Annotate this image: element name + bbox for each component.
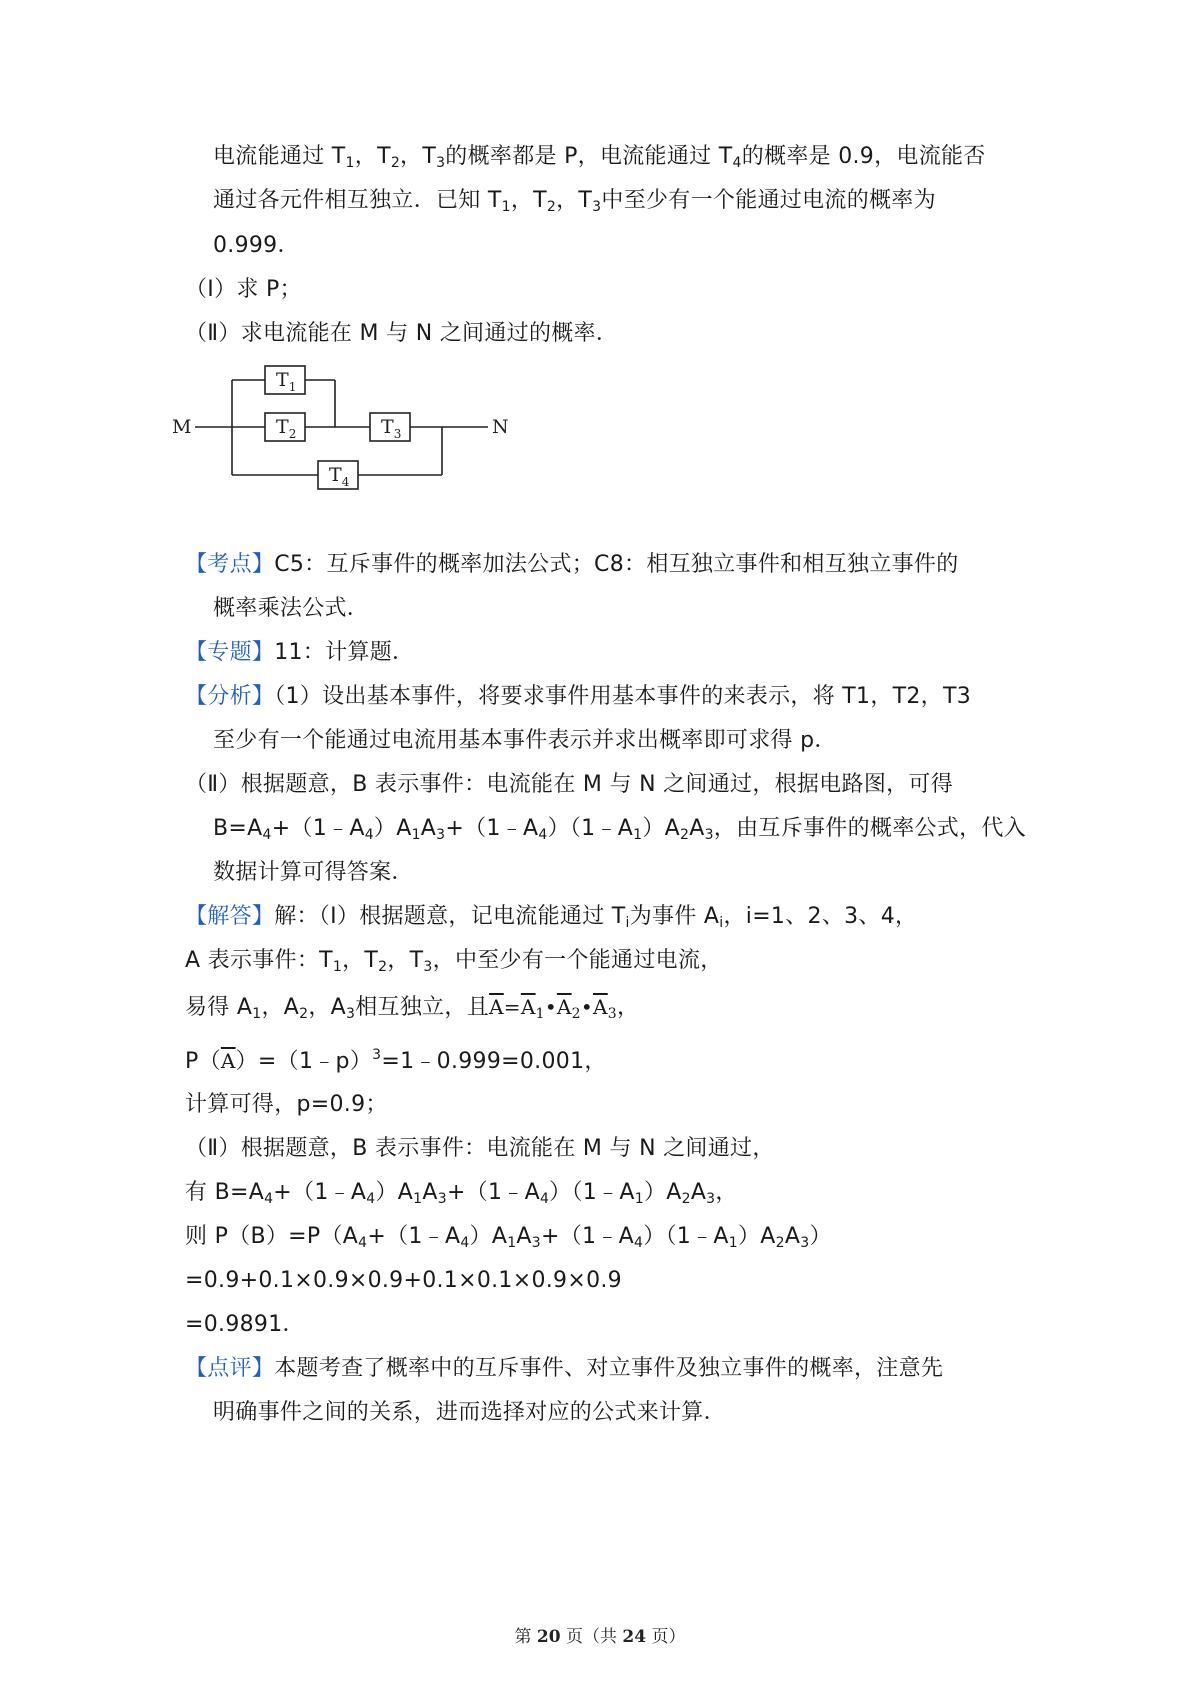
jieda-line-8: 则 $P(B)=P(A_4+(1﹣A_4)A_1A_3+(1﹣A_4)(1﹣A_1)A_2A_3)$ [185,1224,832,1251]
complement-formula: $\overline{A}=\overline{A}_1•\overline{A}_2•\overline{A}_3$ [489,995,617,1022]
jieda-line-7: 有 $B=A_4+(1﹣A_4)A_1A_3+(1﹣A_4)(1﹣A_1)A_2A_3$， [185,1180,738,1207]
jieda-line-9: =0.9+0.1×0.9×0.9+0.1×0.1×0.9×0.9 [185,1268,622,1293]
page-total: 24 [622,1627,647,1647]
problem-line-3: 0.999． [213,233,300,258]
t1-label: $T_1$ [276,369,297,394]
fenxi-line-1: 【分析】（1）设出基本事件，将要求事件用基本事件的来表示，将 T1，T2，T3 [185,684,972,709]
kaodian-line-2: 概率乘法公式． [213,596,370,621]
jieda-line-10: =0.9891． [185,1312,305,1337]
jieda-line-4: $P(\overline{A})=(1﹣p)^3=1﹣0.999=0.001$， [185,1047,607,1074]
jieda-line-5: 计算可得，p=0.9； [185,1092,388,1117]
t2-label: $T_2$ [276,416,297,441]
dianping-line-2: 明确事件之间的关系，进而选择对应的公式来计算． [213,1400,726,1425]
jieda-line-3: 易得 $A_1$，$A_2$，$A_3$相互独立，且$\overline{A}=\overline{A}_1•\overline{A}_2•\overline{A}_3$， [185,995,640,1022]
kaodian-line-1: 【考点】C5：互斥事件的概率加法公式；C8：相互独立事件和相互独立事件的 [185,552,959,577]
problem-line-1: 电流能通过 $T_1$，$T_2$，$T_3$的概率都是 P，电流能通过 $T_4$的概率是 0.9，电流能否 [213,144,986,171]
t4-label: $T_4$ [329,464,350,489]
jieda-tag: 【解答】 [185,904,275,929]
fenxi-line-5: 数据计算可得答案． [213,860,414,885]
kaodian-tag: 【考点】 [185,552,275,577]
jieda-line-6: （Ⅱ）根据题意，B 表示事件：电流能在 M 与 N 之间通过， [185,1136,775,1161]
dianping-tag: 【点评】 [185,1356,275,1381]
dianping-line-1: 【点评】本题考查了概率中的互斥事件、对立事件及独立事件的概率，注意先 [185,1356,944,1381]
page-number: 20 [536,1627,561,1647]
circuit-diagram [170,360,550,510]
zhuanti-line: 【专题】11：计算题． [185,640,415,665]
t3-label: $T_3$ [381,416,402,441]
fenxi-tag: 【分析】 [185,684,275,709]
jieda-line-1: 【解答】解：（Ⅰ）根据题意，记电流能通过 $T_i$为事件 $A_i$，i=1、2、3、4， [185,904,918,931]
fenxi-line-4: $B=A_4+(1﹣A_4)A_1A_3+(1﹣A_4)(1﹣A_1)A_2A_3$，由互斥事件的概率公式，代入 [213,816,1026,843]
fenxi-line-2: 至少有一个能通过电流用基本事件表示并求出概率即可求得 p． [213,728,837,753]
problem-line-2: 通过各元件相互独立．已知 $T_1$，$T_2$，$T_3$中至少有一个能通过电流的概率为 [213,188,936,215]
fenxi-line-3: （Ⅱ）根据题意，B 表示事件：电流能在 M 与 N 之间通过，根据电路图，可得 [185,772,954,797]
jieda-line-2: A 表示事件：$T_1$，$T_2$，$T_3$，中至少有一个能通过电流， [185,948,723,975]
question-1: （Ⅰ）求 P； [185,277,302,302]
question-2: （Ⅱ）求电流能在 M 与 N 之间通过的概率． [185,321,619,346]
label-m: M [172,416,192,438]
a-bar: $\overline{A}$ [220,1049,236,1073]
label-n: N [492,416,509,438]
zhuanti-tag: 【专题】 [185,640,275,665]
page-footer: 第 20 页（共 24 页） [514,1627,686,1647]
